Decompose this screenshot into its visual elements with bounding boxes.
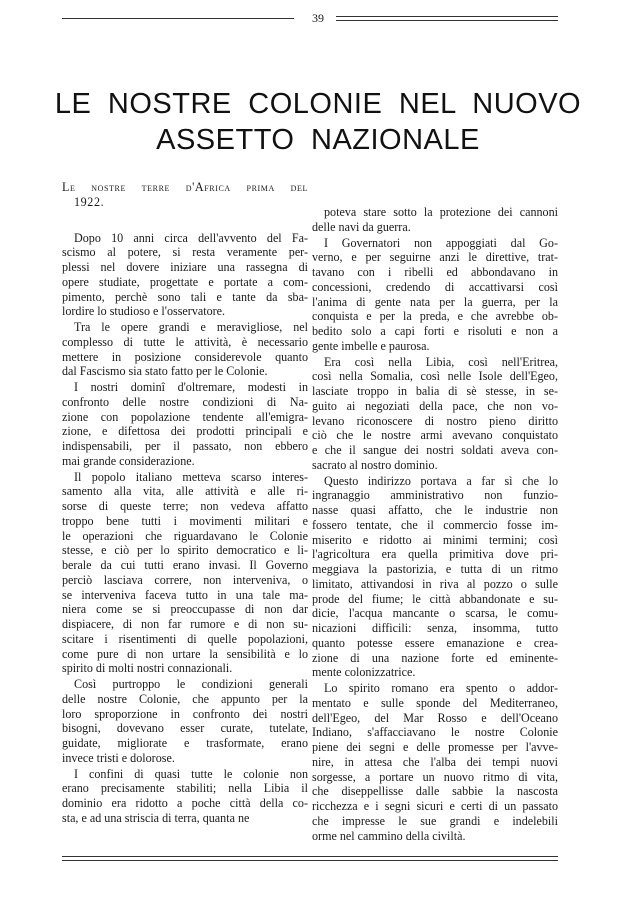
text-line: confronto delle nostre condizioni di Na- [62, 394, 308, 409]
text-line: delle navi da guerra. [312, 219, 411, 234]
text-line: tavano con i ribelli ed abbondavano in [312, 265, 558, 279]
text-line: l'agricoltura era quella primitiva dove pri- [312, 547, 558, 562]
paragraph [62, 380, 308, 469]
text-line: berale da cui tutti erano invasi. Il Governo [62, 558, 308, 572]
title-line-1: LE NOSTRE COLONIE NEL NUOVO [54, 88, 582, 120]
section-heading [62, 180, 308, 210]
text-line: quanto potesse essere emanazione e crea- [312, 635, 558, 650]
text-line: erano precisamente stabiliti; nella Libia il [62, 781, 308, 796]
paragraph [62, 767, 308, 826]
text-line: piene dei segni e delle promesse per l'avve- [312, 740, 558, 754]
text-line: dal Fascismo sia stato fatto per le Colonie. [62, 364, 268, 379]
page-number: 39 [312, 11, 324, 25]
text-line: scitare i risentimenti di quelle popolazioni, [62, 631, 308, 646]
text-line: miserito e ridotto ai minimi termini; così [312, 532, 558, 547]
text-line: pimento, perchè sono tali e tante da sba- [62, 289, 308, 304]
text-line: lasciate troppo in balia di sè stesse, in se- [312, 384, 558, 398]
text-line: Tra le opere grandi e meravigliose, nel [74, 320, 308, 334]
text-line: l'anima di gente nata per la guerra, per la [312, 294, 558, 309]
text-line: samento alla vita, alle attività e alle ri- [62, 484, 308, 499]
text-line: sacrato al nostro dominio. [312, 457, 438, 472]
text-line: concessioni, credendo di accattivarsi così [312, 279, 558, 294]
text-line: sorgesse, a portare un nuovo ritmo di vita, [312, 769, 558, 784]
text-line: mettere in posizione considerevole quanto [62, 349, 308, 364]
header-rule-left [62, 18, 294, 19]
text-line: levano riconoscere di nostro pieno diritto [312, 413, 558, 428]
text-line: loro sproporzione in confronto dei nostri [62, 706, 308, 721]
header-rule-right [336, 16, 558, 21]
text-line: poteva stare sotto la protezione dei cannoni [324, 205, 558, 219]
text-line: plessi nel dovere iniziare una rassegna di [62, 260, 308, 274]
text-line: sorse di queste terre; non vedeva affatto [62, 499, 308, 513]
text-line: I Governatori non appoggiati dal Go- [324, 235, 558, 250]
text-line: che impresse le sue grandi e indelebili [312, 813, 558, 828]
text-line: spirito di molti nostri connazionali. [62, 661, 233, 676]
paragraph [312, 205, 558, 235]
text-line: mai grande considerazione. [62, 453, 195, 468]
text-line: dell'Egeo, del Mar Rosso e dell'Oceano [312, 710, 558, 725]
text-line: I nostri dominî d'oltremare, modesti in [74, 380, 308, 394]
text-line: Lo spirito romano era spento o addor- [324, 681, 558, 695]
text-line: mente colonizzatrice. [312, 665, 416, 680]
paragraph [62, 470, 308, 677]
text-line: scismo al potere, si resta veramente per- [62, 245, 308, 260]
text-line: limitato, attivandosi in riva al pozzo o sulle [312, 576, 558, 591]
text-line: zione di una nazione forte ed eminente- [312, 650, 558, 665]
text-line: lordire lo studioso e l'osservatore. [62, 304, 226, 319]
text-line: ricchezza e i segni sicuri e certi di un passato [312, 799, 558, 813]
text-line: orme nel cammino della civiltà. [312, 828, 466, 843]
text-line: delle nostre Colonie, che appunto per la [62, 691, 308, 706]
text-line: Il popolo italiano metteva scarso interes- [74, 469, 308, 484]
text-line: verno, e per seguirne anzi le direttive, trat- [312, 250, 558, 265]
paragraph [62, 677, 308, 766]
text-line: zione, e difettosa dei prodotti principali e [62, 424, 308, 439]
text-line: ciò che le nostre armi avevano conquistato [312, 428, 558, 443]
text-line: fossero tentate, che il commercio fosse im- [312, 517, 558, 532]
text-line: bisogni, dovevano esser curate, tutelate, [62, 721, 308, 736]
paragraph [62, 320, 308, 379]
text-line: prode del fiume; le città abbandonate e su- [312, 591, 558, 606]
text-line: dicie, l'acqua mancante o scarsa, le comu- [312, 606, 558, 621]
text-line: complesso di tutte le attività, è necessario [62, 334, 308, 349]
text-line: come pure di non urtare la sensibilità e lo [62, 646, 308, 661]
title-line-2: ASSETTO NAZIONALE [156, 124, 480, 156]
paragraph [312, 474, 558, 681]
text-line: niera come se si preoccupasse di non dar [62, 602, 308, 617]
text-line: invece tristi e dolorose. [62, 750, 175, 765]
text-line: conquista e per la preda, e che avrebbe ob- [312, 309, 558, 324]
text-line: I confini di quasi tutte le colonie non [74, 766, 308, 781]
text-line: Così purtroppo le condizioni generali [74, 677, 308, 691]
text-line: sta, e ad una striscia di terra, quanta ne [62, 810, 250, 825]
article-title [40, 86, 596, 158]
text-line: stesse, e ciò per lo spirito democratico e li- [62, 543, 308, 558]
text-line: guidate, migliorate e trasformate, erano [62, 736, 308, 750]
section-heading-line: Le nostre terre d'Africa prima del [62, 180, 308, 194]
text-line: dispiacere, di non far rumore e di non su- [62, 617, 308, 631]
text-line: indispensabili, per il passato, non ebbero [62, 439, 308, 453]
text-line: nasse quasi affatto, che le industrie non [312, 503, 558, 517]
text-line: guito ai negoziati della pace, che non vo- [312, 398, 558, 413]
paragraph [62, 231, 308, 320]
text-line: nire, in attesa che l'alba dei tempi nuovi [312, 754, 558, 769]
text-line: meggiava la pastorizia, e tutta di un ritmo [312, 562, 558, 576]
text-line: Indiano, s'affacciavano le nostre Colonie [312, 725, 558, 740]
text-line: Dopo 10 anni circa dell'avvento del Fa- [74, 230, 308, 245]
text-line: ingranaggio amministrativo non funzio- [312, 488, 558, 503]
text-line: dominio era ridotto a poche città della co- [62, 796, 308, 810]
text-line: troppo bene tutti i movimenti militari e [62, 513, 308, 528]
text-line: nicazioni difficili: senza, insomma, tutto [312, 621, 558, 635]
paragraph [312, 236, 558, 354]
paragraph [312, 681, 558, 843]
section-heading-line: 1922. [74, 194, 105, 209]
text-line: opere studiate, progettate e portate a com- [62, 274, 308, 289]
text-line: che diseppellisse dalle sabbie la nascosta [312, 784, 558, 799]
text-line: mentato e sulle sponde del Mediterraneo, [312, 695, 558, 710]
text-line: perciò lasciava correre, non interveniva, o [62, 572, 308, 587]
right-column [312, 205, 558, 844]
text-line: Era così nella Libia, così nell'Eritrea, [324, 354, 558, 369]
footer-rule [62, 856, 558, 861]
left-column [62, 180, 308, 827]
text-line: gente imbelle e paurosa. [312, 338, 430, 353]
text-line: così nella Somalia, così nelle Isole dell'Egeo, [312, 369, 558, 384]
text-line: le operazioni che riguardavano le Colonie [62, 528, 308, 543]
text-line: zione con popolazione tendente all'emigra- [62, 409, 308, 424]
text-line: se interveniva faceva tutto in una tale ma- [62, 587, 308, 602]
text-line: e che il sangue dei nostri soldati aveva con- [312, 443, 558, 457]
text-line: Questo indirizzo portava a far sì che lo [324, 473, 558, 488]
text-line: bedito solo a capi forti e risoluti e non a [312, 324, 558, 338]
paragraph [312, 355, 558, 473]
